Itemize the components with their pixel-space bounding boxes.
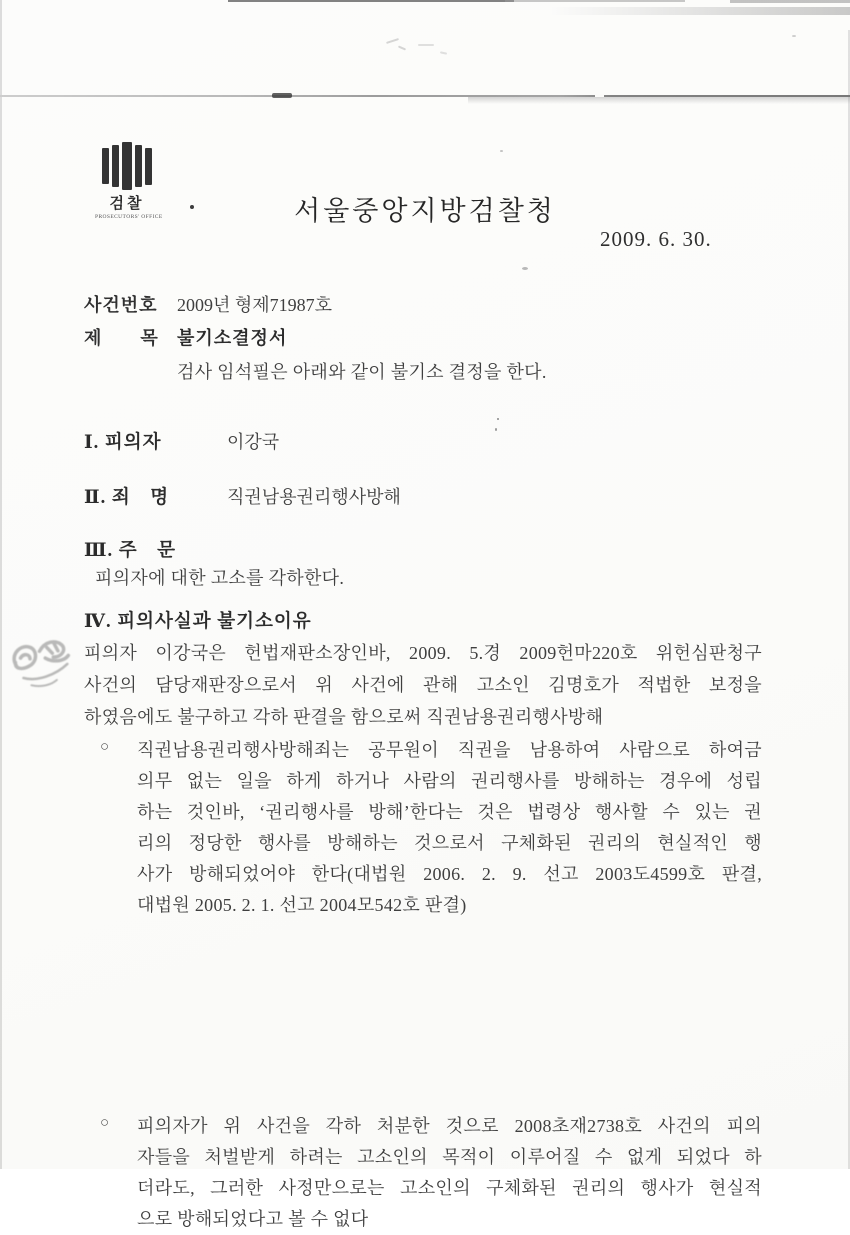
scan-speck: [792, 35, 796, 37]
section-suspect-value: 이강국: [227, 428, 279, 454]
decision-statement: 검사 임석필은 아래와 같이 불기소 결정을 한다.: [84, 358, 547, 384]
section-order-heading: Ⅲ. 주 문: [84, 536, 176, 562]
body-line: 대법원 2005. 2. 1. 선고 2004모542호 판결): [137, 890, 762, 921]
section-suspect-heading: Ⅰ. 피의자: [84, 428, 227, 454]
subject-label: 제 목: [84, 324, 177, 350]
body-line: 자들을 처벌받게 하려는 고소인의 목적이 이루어질 수 없게 되었다 하: [137, 1142, 762, 1173]
reasons-intro-paragraph: [84, 637, 762, 733]
body-line: 의무 없는 일을 하게 하거나 사람의 권리행사를 방해하는 경우에 성립: [137, 766, 762, 797]
scan-edge-left: [0, 0, 2, 1169]
section-charge: [84, 483, 401, 509]
subject-row: [84, 324, 287, 350]
scan-speck: [497, 418, 499, 420]
case-number-label: 사건번호: [84, 291, 177, 317]
logo-english-label: PROSECUTORS' OFFICE: [95, 214, 159, 220]
scan-speck: [495, 428, 497, 431]
body-line: 더라도, 그러한 사정만으로는 고소인의 구체화된 권리의 행사가 현실적: [137, 1173, 762, 1204]
section-suspect: [84, 428, 279, 454]
section-order-body: 피의자에 대한 고소를 각하한다.: [84, 564, 344, 590]
body-line: 피의자가 위 사건을 각하 처분한 것으로 2008초재2738호 사건의 피의: [137, 1111, 762, 1142]
subject-value: 불기소결정서: [177, 324, 287, 350]
body-line: 하는 것인바, ‘권리행사를 방해’한다는 것은 법령상 행사할 수 있는 권: [137, 797, 762, 828]
body-line: 사가 방해되었어야 한다(대법원 2006. 2. 9. 선고 2003도4599호 판결,: [137, 859, 762, 890]
document-date: 2009. 6. 30.: [600, 227, 712, 252]
reasons-bullet-2: [84, 1111, 762, 1235]
reasons-bullet-1: [84, 735, 762, 921]
body-line: 사건의 담당재판장으로서 위 사건에 관해 고소인 김명호가 적법한 보정을: [84, 669, 762, 701]
section-charge-value: 직권남용권리행사방해: [227, 483, 401, 509]
body-line: 피의자 이강국은 헌법재판소장인바, 2009. 5.경 2009헌마220호 위헌심판청구: [84, 637, 762, 669]
circle-bullet-icon: ○: [100, 739, 109, 756]
body-line: 리의 정당한 행사를 방해하는 것으로서 구체화된 권리의 현실적인 행: [137, 828, 762, 859]
ink-stamp-smudge: [0, 618, 97, 703]
case-number-row: [84, 291, 332, 317]
logo-korean-label: 검찰: [95, 192, 159, 213]
section-reasons-heading: Ⅳ. 피의사실과 불기소이유: [84, 607, 312, 633]
body-line: 직권남용권리행사방해죄는 공무원이 직권을 남용하여 사람으로 하여금: [137, 735, 762, 766]
document-body: [84, 0, 762, 310]
agency-title: 서울중앙지방검찰청: [0, 189, 850, 228]
body-line: 하였음에도 불구하고 각하 판결을 함으로써 직권남용권리행사방해: [84, 701, 762, 733]
circle-bullet-icon: ○: [100, 1115, 109, 1132]
body-line: 으로 방해되었다고 볼 수 없다: [137, 1204, 762, 1235]
case-number-value: 2009년 형제71987호: [177, 291, 332, 317]
section-charge-heading: Ⅱ. 죄 명: [84, 483, 227, 509]
